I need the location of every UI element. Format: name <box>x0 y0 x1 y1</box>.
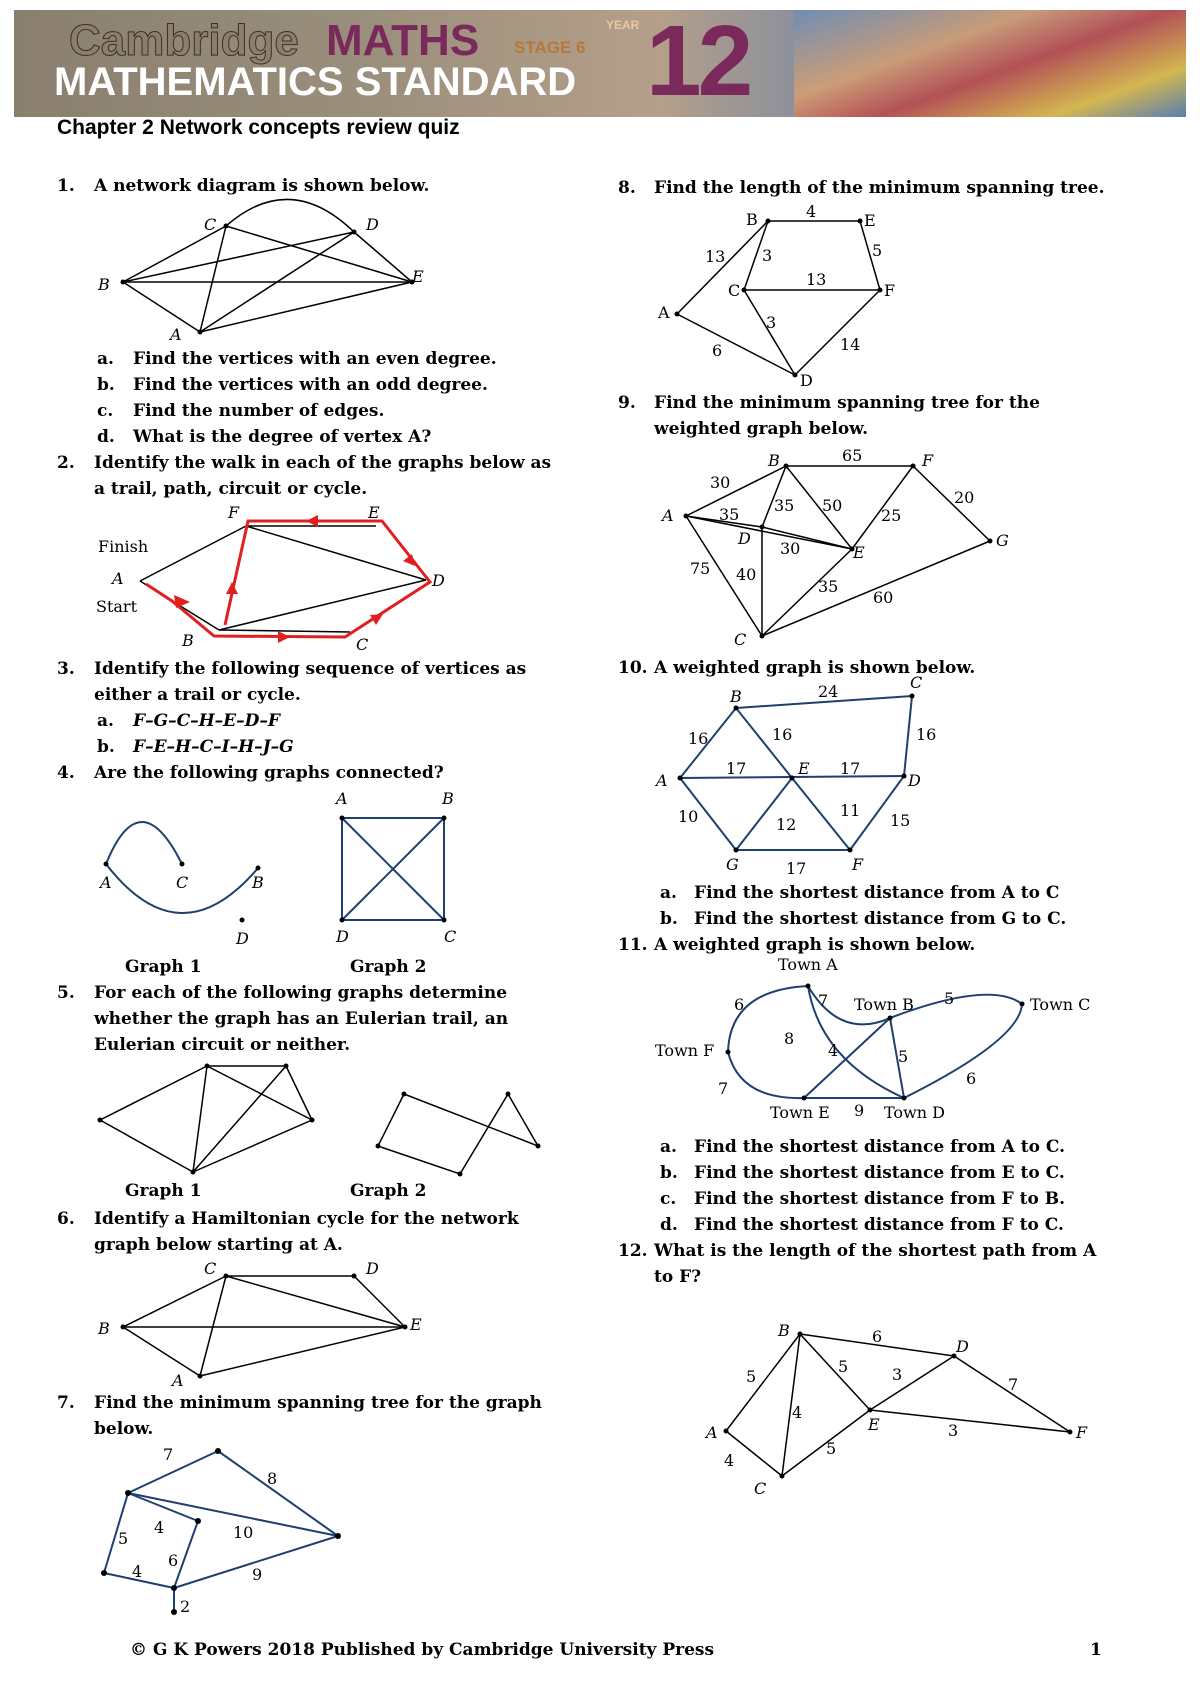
q12-weight: 5 <box>746 1367 757 1386</box>
banner-photo <box>794 10 1186 117</box>
q10-weight: 10 <box>678 807 699 826</box>
q10-weight: 16 <box>772 725 793 744</box>
q4-g1-label: B <box>252 873 264 892</box>
q8-label: E <box>864 211 876 230</box>
q11-weight: 7 <box>718 1079 729 1098</box>
q2-finish-label: Finish <box>98 537 149 556</box>
q5-graph1-caption: Graph 1 <box>125 1181 202 1201</box>
q8-label: F <box>884 281 896 300</box>
q10-label: F <box>852 855 864 874</box>
footer-copyright: © G K Powers 2018 Published by Cambridge University Press <box>130 1640 715 1660</box>
q8-weight: 14 <box>840 335 861 354</box>
q5-line2: whether the graph has an Eulerian trail, an <box>94 1009 509 1029</box>
q4-g2-label: C <box>444 927 457 946</box>
q8-label: A <box>658 303 670 322</box>
q8-weight: 6 <box>712 341 723 360</box>
q9-label: C <box>734 630 747 649</box>
q1a-label: a. <box>97 349 114 369</box>
q11-text: A weighted graph is shown below. <box>654 935 976 955</box>
q11c-text: Find the shortest distance from F to B. <box>694 1189 1066 1209</box>
q11b-label: b. <box>660 1163 678 1183</box>
q4-graph1-caption: Graph 1 <box>125 957 202 977</box>
q8-weight: 3 <box>762 246 773 265</box>
q7-weight: 9 <box>252 1565 263 1584</box>
q12-label: A <box>706 1423 718 1442</box>
q2-number: 2. <box>57 453 75 473</box>
q9-label: A <box>662 506 674 525</box>
q4-g2-label: B <box>442 789 454 808</box>
q4-g1-label: C <box>176 873 189 892</box>
q9-weight: 35 <box>818 577 839 596</box>
q10b-label: b. <box>660 909 678 929</box>
q9-weight: 35 <box>774 496 795 515</box>
q1c-label: c. <box>97 401 114 421</box>
q2-line2: a trail, path, circuit or cycle. <box>94 479 368 499</box>
q5-line1: For each of the following graphs determine <box>94 983 508 1003</box>
q12-label: E <box>868 1415 880 1434</box>
q9-label: E <box>853 543 865 562</box>
q10-weight: 12 <box>776 815 797 834</box>
q10-text: A weighted graph is shown below. <box>654 658 976 678</box>
q11a-label: a. <box>660 1137 677 1157</box>
q5-graph2-caption: Graph 2 <box>350 1181 427 1201</box>
q3a-label: a. <box>97 711 114 731</box>
q7-number: 7. <box>57 1393 75 1413</box>
q12-label: D <box>956 1337 969 1356</box>
q10-weight: 17 <box>786 859 807 878</box>
q12-weight: 4 <box>724 1451 735 1470</box>
q11-label: Town B <box>854 995 914 1014</box>
header-banner <box>14 10 1186 117</box>
q2-label: F <box>228 503 240 522</box>
q1-label: B <box>98 275 110 294</box>
q10a-text: Find the shortest distance from A to C <box>694 883 1060 903</box>
q3b-text: F–E–H–C–I–H–J–G <box>133 737 294 757</box>
q7-weight: 4 <box>132 1562 143 1581</box>
page-title: Chapter 2 Network concepts review quiz <box>57 116 460 139</box>
q9-weight: 30 <box>780 539 801 558</box>
q10-label: D <box>908 771 921 790</box>
q8-weight: 5 <box>872 241 883 260</box>
q12-number: 12. <box>618 1241 648 1261</box>
q10-weight: 16 <box>916 725 937 744</box>
q10-label: G <box>726 855 739 874</box>
q9-weight: 30 <box>710 473 731 492</box>
q9-label: G <box>996 531 1009 550</box>
q7-line1: Find the minimum spanning tree for the graph <box>94 1393 542 1413</box>
q9-label: D <box>738 529 751 548</box>
q12-weight: 3 <box>948 1421 959 1440</box>
q6-line2: graph below starting at A. <box>94 1235 343 1255</box>
year-label: YEAR <box>606 18 640 32</box>
q2-start-label: Start <box>96 597 138 616</box>
q6-number: 6. <box>57 1209 75 1229</box>
q2-line1: Identify the walk in each of the graphs below as <box>94 453 552 473</box>
q11-label: Town C <box>1030 995 1091 1014</box>
q11-label: Town A <box>778 955 838 974</box>
q1a-text: Find the vertices with an even degree. <box>133 349 497 369</box>
q5-number: 5. <box>57 983 75 1003</box>
q9-weight: 25 <box>881 506 902 525</box>
q1c-text: Find the number of edges. <box>133 401 385 421</box>
q11d-text: Find the shortest distance from F to C. <box>694 1215 1064 1235</box>
q4-number: 4. <box>57 763 75 783</box>
q11-weight: 7 <box>818 991 829 1010</box>
q9-weight: 65 <box>842 446 863 465</box>
q3-line2: either a trail or cycle. <box>94 685 301 705</box>
q3-number: 3. <box>57 659 75 679</box>
q9-weight: 75 <box>690 559 711 578</box>
q6-label: C <box>204 1259 217 1278</box>
q11-label: Town F <box>655 1041 715 1060</box>
q4-g1-label: A <box>100 873 112 892</box>
q11-weight: 4 <box>828 1041 839 1060</box>
q12-label: F <box>1076 1423 1088 1442</box>
q7-line2: below. <box>94 1419 154 1439</box>
q2-label: B <box>182 631 194 650</box>
q11-number: 11. <box>618 935 648 955</box>
q7-weight: 4 <box>154 1518 165 1537</box>
q2-label: E <box>368 503 380 522</box>
q1d-text: What is the degree of vertex A? <box>133 427 432 447</box>
q8-text: Find the length of the minimum spanning tree. <box>654 178 1105 198</box>
q12-weight: 3 <box>892 1365 903 1384</box>
q10-label: B <box>730 687 742 706</box>
q4-g2-label: A <box>336 789 348 808</box>
q8-weight: 13 <box>806 270 827 289</box>
q9-weight: 50 <box>822 496 843 515</box>
q3a-text: F–G–C–H–E–D–F <box>133 711 280 731</box>
q11-weight: 8 <box>784 1029 795 1048</box>
q12-label: B <box>778 1321 790 1340</box>
q9-weight: 40 <box>736 565 757 584</box>
page-number: 1 <box>1090 1640 1102 1660</box>
q3b-label: b. <box>97 737 115 757</box>
q11-label: Town D <box>884 1103 945 1122</box>
q10-label: E <box>798 759 810 778</box>
q7-weight: 6 <box>168 1551 179 1570</box>
q7-weight: 7 <box>163 1445 174 1464</box>
q9-line1: Find the minimum spanning tree for the <box>654 393 1040 413</box>
q9-weight: 60 <box>873 588 894 607</box>
q1b-text: Find the vertices with an odd degree. <box>133 375 488 395</box>
q8-label: B <box>746 210 758 229</box>
q11d-label: d. <box>660 1215 678 1235</box>
q9-line2: weighted graph below. <box>654 419 868 439</box>
q11b-text: Find the shortest distance from E to C. <box>694 1163 1065 1183</box>
q11-weight: 6 <box>966 1069 977 1088</box>
q10-label: C <box>910 673 923 692</box>
q9-label: F <box>922 451 934 470</box>
q6-label: A <box>172 1371 184 1390</box>
q9-weight: 20 <box>954 488 975 507</box>
q12-label: C <box>754 1479 767 1498</box>
year-number: 12 <box>646 10 750 117</box>
q1-label: E <box>412 267 424 286</box>
q6-label: D <box>366 1259 379 1278</box>
q9-number: 9. <box>618 393 636 413</box>
q11-weight: 5 <box>944 989 955 1008</box>
q6-label: E <box>410 1315 422 1334</box>
q8-label: D <box>800 371 813 390</box>
q1-label: C <box>204 215 217 234</box>
q7-weight: 8 <box>267 1469 278 1488</box>
q12-weight: 6 <box>872 1327 883 1346</box>
q1-number: 1. <box>57 176 75 196</box>
q10-label: A <box>656 771 668 790</box>
q8-label: C <box>728 281 741 300</box>
q9-weight: 35 <box>719 505 740 524</box>
q6-label: B <box>98 1319 110 1338</box>
q12-weight: 4 <box>792 1403 803 1422</box>
q2-label: C <box>356 635 369 654</box>
q9-label: B <box>768 451 780 470</box>
q1b-label: b. <box>97 375 115 395</box>
q10-weight: 17 <box>840 759 861 778</box>
q12-line2: to F? <box>654 1267 702 1287</box>
q8-weight: 3 <box>766 313 777 332</box>
q11-weight: 6 <box>734 995 745 1014</box>
q11a-text: Find the shortest distance from A to C. <box>694 1137 1065 1157</box>
q12-line1: What is the length of the shortest path from A <box>654 1241 1097 1261</box>
brand-cambridge: Cambridge <box>69 16 299 65</box>
q10-weight: 16 <box>688 729 709 748</box>
q12-weight: 5 <box>838 1357 849 1376</box>
q11-weight: 9 <box>854 1101 865 1120</box>
q10-weight: 15 <box>890 811 911 830</box>
brand-maths: MATHS <box>326 16 480 65</box>
banner-subtitle: MATHEMATICS STANDARD <box>54 60 577 104</box>
q5-line3: Eulerian circuit or neither. <box>94 1035 351 1055</box>
q11c-label: c. <box>660 1189 677 1209</box>
q11-label: Town E <box>770 1103 830 1122</box>
q8-number: 8. <box>618 178 636 198</box>
q1-text: A network diagram is shown below. <box>94 176 430 196</box>
q10-weight: 11 <box>840 801 861 820</box>
q11-weight: 5 <box>898 1047 909 1066</box>
q2-label: D <box>432 571 445 590</box>
q12-weight: 5 <box>826 1439 837 1458</box>
q4-graph2-caption: Graph 2 <box>350 957 427 977</box>
q1d-label: d. <box>97 427 115 447</box>
q8-weight: 13 <box>705 247 726 266</box>
q10a-label: a. <box>660 883 677 903</box>
q6-line1: Identify a Hamiltonian cycle for the network <box>94 1209 519 1229</box>
q3-line1: Identify the following sequence of vertices as <box>94 659 527 679</box>
q7-weight: 2 <box>180 1597 191 1616</box>
q7-weight: 10 <box>233 1523 254 1542</box>
q2-label: A <box>112 569 124 588</box>
q7-weight: 5 <box>118 1529 129 1548</box>
q10b-text: Find the shortest distance from G to C. <box>694 909 1067 929</box>
q10-weight: 17 <box>726 759 747 778</box>
q4-g2-label: D <box>336 927 349 946</box>
q1-label: A <box>170 325 182 344</box>
q12-weight: 7 <box>1008 1375 1019 1394</box>
q10-weight: 24 <box>818 682 839 701</box>
stage-label: STAGE 6 <box>514 38 586 57</box>
q4-g1-label: D <box>236 929 249 948</box>
q8-weight: 4 <box>806 202 817 221</box>
q10-number: 10. <box>618 658 648 678</box>
q1-label: D <box>366 215 379 234</box>
q4-text: Are the following graphs connected? <box>94 763 444 783</box>
